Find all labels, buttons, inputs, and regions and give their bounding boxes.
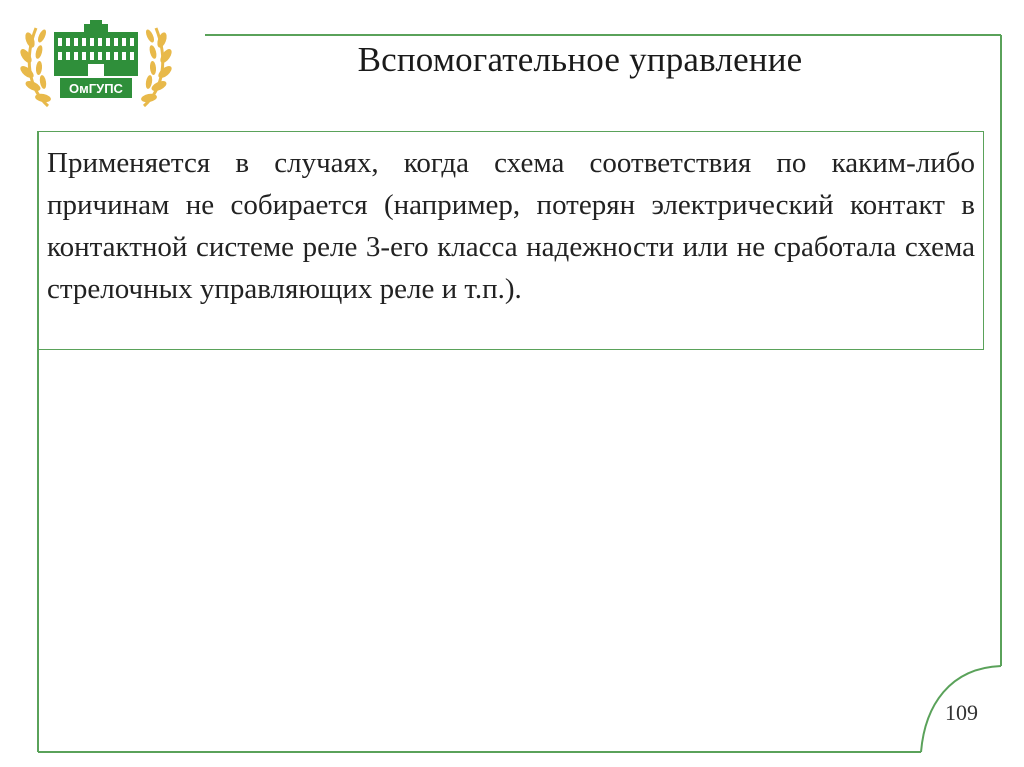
- slide-title: Вспомогательное управление: [357, 40, 803, 79]
- page-number: 109: [945, 700, 978, 725]
- logo-text: ОмГУПС: [69, 81, 123, 96]
- building-icon: [54, 20, 138, 76]
- body-paragraph: Применяется в случаях, когда схема соответствия по каким-либо причинам не собирается (например, потерян электрический контакт в контактной системе реле 3-его класса надежности или не сработала схема стрелочных управляющих реле и т.п.).: [47, 147, 975, 305]
- omgups-logo: [18, 18, 174, 110]
- laurel-left-icon: [18, 28, 51, 106]
- laurel-right-icon: [140, 28, 173, 106]
